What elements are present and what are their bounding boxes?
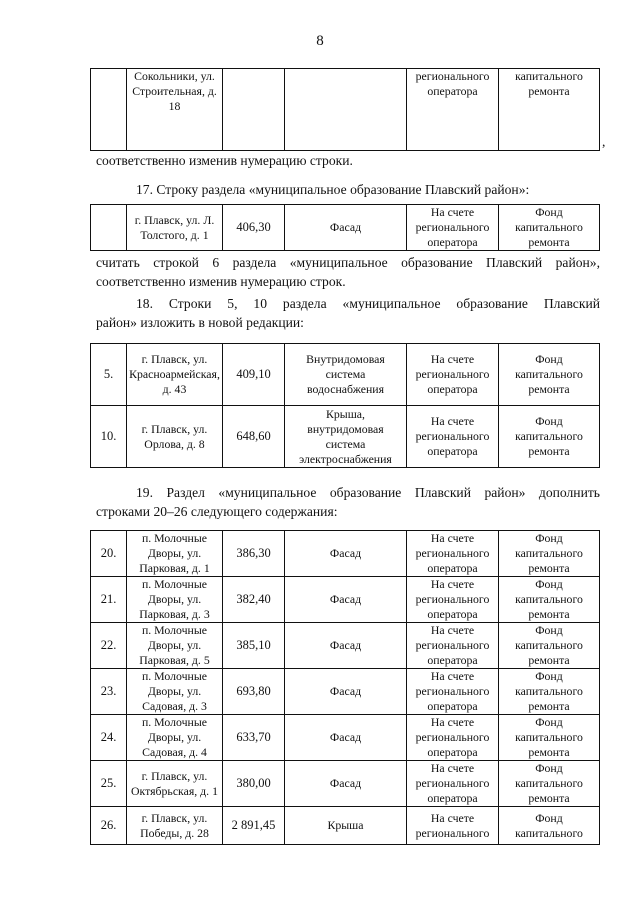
table-cell: Фасад — [285, 205, 407, 251]
table-cell: Крыша — [285, 807, 407, 845]
table-cell: Фонд капитального ремонта — [499, 577, 600, 623]
table-cell: 633,70 — [223, 715, 285, 761]
table-cell: На счете регионального оператора — [407, 531, 499, 577]
table-cell: Фасад — [285, 761, 407, 807]
table-cell: Фонд капитального ремонта — [499, 669, 600, 715]
trailing-comma: , — [602, 134, 606, 149]
table-cell: На счете регионального оператора — [407, 715, 499, 761]
table-cell: регионального оператора — [407, 69, 499, 151]
paragraph-text: соответственно изменив нумерацию строк. — [96, 274, 346, 289]
table-cell: 22. — [91, 623, 127, 669]
table-cell: Фонд капитального ремонта — [499, 531, 600, 577]
paragraph-text: соответственно изменив нумерацию строки. — [96, 153, 353, 168]
table-row — [91, 344, 600, 406]
table-row — [91, 623, 600, 669]
table-cell: На счете регионального оператора — [407, 623, 499, 669]
table-cell: На счете регионального оператора — [407, 205, 499, 251]
table-row — [91, 807, 600, 845]
table-cell: Крыша, внутридомовая система электроснабжения — [285, 406, 407, 468]
paragraph-text: считать строкой 6 раздела «муниципальное образование Плавский район», — [96, 255, 600, 270]
table-cell: капитального ремонта — [499, 69, 600, 151]
table-cell: Фонд капитального ремонта — [499, 344, 600, 406]
table-cell: Фасад — [285, 623, 407, 669]
table-cell: 10. — [91, 406, 127, 468]
table-cell: 382,40 — [223, 577, 285, 623]
table-cell: п. Молочные Дворы, ул. Парковая, д. 5 — [127, 623, 223, 669]
table-cell — [285, 69, 407, 151]
table-cell: 20. — [91, 531, 127, 577]
table-cell: Фонд капитального ремонта — [499, 715, 600, 761]
table-cell: Фасад — [285, 577, 407, 623]
table-cell: На счете регионального — [407, 807, 499, 845]
table-cell: На счете регионального оператора — [407, 761, 499, 807]
table-cell: Фасад — [285, 669, 407, 715]
table-cell — [91, 205, 127, 251]
table-cell: 385,10 — [223, 623, 285, 669]
table-cell: п. Молочные Дворы, ул. Садовая, д. 3 — [127, 669, 223, 715]
table-cell: 21. — [91, 577, 127, 623]
table-cell: г. Плавск, ул. Победы, д. 28 — [127, 807, 223, 845]
table-cell: г. Плавск, ул. Красноармейская, д. 43 — [127, 344, 223, 406]
item-19-heading-cont: строками 20–26 следующего содержания: — [96, 504, 338, 519]
table-cell: 406,30 — [223, 205, 285, 251]
table-item-17 — [90, 204, 600, 251]
table-cell: п. Молочные Дворы, ул. Парковая, д. 1 — [127, 531, 223, 577]
table-cell: 24. — [91, 715, 127, 761]
table-cell: Фасад — [285, 715, 407, 761]
table-cell: 693,80 — [223, 669, 285, 715]
table-cell: 25. — [91, 761, 127, 807]
table-cell: г. Плавск, ул. Орлова, д. 8 — [127, 406, 223, 468]
table-item-18 — [90, 343, 600, 468]
item-18-heading-cont: район» изложить в новой редакции: — [96, 315, 304, 330]
table-cell: 2 891,45 — [223, 807, 285, 845]
table-row — [91, 715, 600, 761]
table-cell: 409,10 — [223, 344, 285, 406]
table-row — [91, 205, 600, 251]
item-19-heading: 19. Раздел «муниципальное образование Плавский район» дополнить — [136, 485, 600, 500]
table-cell: 386,30 — [223, 531, 285, 577]
table-cell: На счете регионального оператора — [407, 344, 499, 406]
table-cell — [91, 69, 127, 151]
item-18-heading: 18. Строки 5, 10 раздела «муниципальное образование Плавский — [136, 296, 600, 311]
table-row — [91, 531, 600, 577]
table-row — [91, 577, 600, 623]
table-cell: Сокольники, ул. Строительная, д. 18 — [127, 69, 223, 151]
table-row — [91, 69, 600, 151]
table-cell: На счете регионального оператора — [407, 406, 499, 468]
table-cell: На счете регионального оператора — [407, 669, 499, 715]
table-cell: На счете регионального оператора — [407, 577, 499, 623]
table-cell: 23. — [91, 669, 127, 715]
table-cell: г. Плавск, ул. Октябрьская, д. 1 — [127, 761, 223, 807]
item-17-heading: 17. Строку раздела «муниципальное образование Плавский район»: — [136, 182, 530, 197]
table-cell: Фонд капитального — [499, 807, 600, 845]
table-cell — [223, 69, 285, 151]
table-cell: г. Плавск, ул. Л. Толстого, д. 1 — [127, 205, 223, 251]
table-cell: 5. — [91, 344, 127, 406]
table-cell: 26. — [91, 807, 127, 845]
table-cell: п. Молочные Дворы, ул. Парковая, д. 3 — [127, 577, 223, 623]
table-cell: Внутридомовая система водоснабжения — [285, 344, 407, 406]
table-cell: Фонд капитального ремонта — [499, 761, 600, 807]
table-cell: 380,00 — [223, 761, 285, 807]
table-cell: п. Молочные Дворы, ул. Садовая, д. 4 — [127, 715, 223, 761]
page-number: 8 — [316, 33, 324, 49]
table-row — [91, 761, 600, 807]
table-cell: Фонд капитального ремонта — [499, 623, 600, 669]
table-row — [91, 669, 600, 715]
table-cell: Фонд капитального ремонта — [499, 205, 600, 251]
table-row — [91, 406, 600, 468]
table-continuation — [90, 68, 600, 151]
table-cell: Фасад — [285, 531, 407, 577]
table-cell: Фонд капитального ремонта — [499, 406, 600, 468]
table-item-19 — [90, 530, 600, 845]
table-cell: 648,60 — [223, 406, 285, 468]
